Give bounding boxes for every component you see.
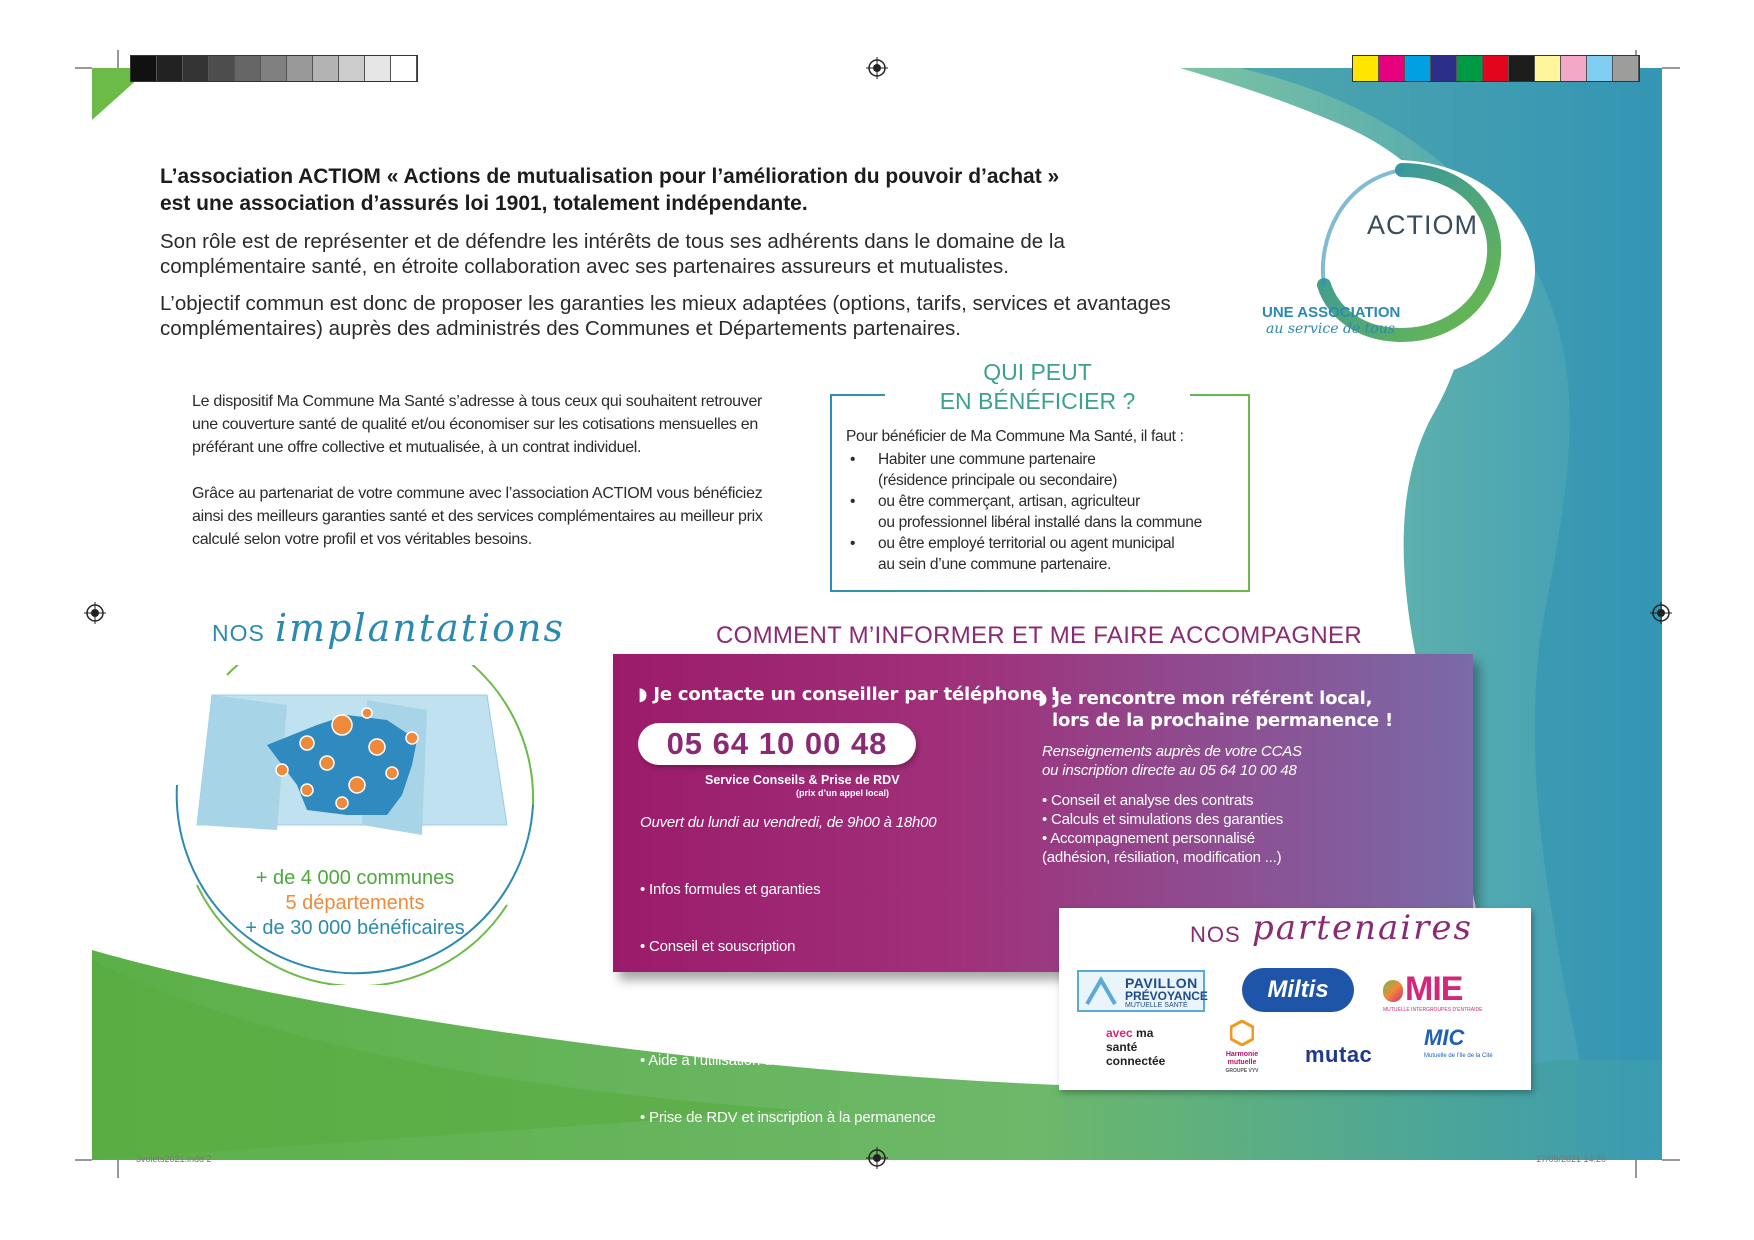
implantations-label: NOS — [212, 620, 265, 646]
intro-section — [160, 163, 1200, 341]
list-item — [846, 449, 1246, 491]
color-swatch — [209, 56, 235, 81]
list-item: de ma commune. — [640, 1166, 762, 1183]
color-swatch — [287, 56, 313, 81]
avec-word: avec — [1106, 1026, 1133, 1040]
ccas-info-line2: ou inscription directe au 05 64 10 00 48 — [1042, 762, 1297, 779]
actiom-logo-text: ACTIOM — [1367, 210, 1478, 240]
mie-text: MIE — [1405, 970, 1463, 1008]
stat-beneficiaires: + de 30 000 bénéficaires — [245, 917, 465, 939]
list-item: (adhésion, résiliation, modification ...) — [1042, 849, 1282, 866]
color-swatch — [1431, 56, 1457, 81]
harmonie-hexagon-icon — [1230, 1020, 1254, 1046]
intro-paragraph-objective: L’objectif commun est donc de proposer les garanties les mieux adaptées (options, tarifs, services et avantages complémentaires) auprès des administrés des Communes et Départements partenaires. — [160, 292, 1171, 340]
phone-number[interactable]: 05 64 10 00 48 — [638, 723, 916, 765]
phone-services-list — [640, 842, 936, 1203]
implantations-script: implantations — [275, 606, 565, 650]
registration-mark-icon — [1650, 602, 1672, 624]
list-item: • Accompagnement personnalisé — [1042, 830, 1255, 847]
stat-departements: 5 départements — [285, 892, 425, 914]
dispositif-text — [192, 390, 792, 551]
mic-subtitle: Mutuelle de l’Ile de la Cité — [1424, 1053, 1493, 1059]
section-title: COMMENT M’INFORMER ET ME FAIRE ACCOMPAGNER — [716, 622, 1362, 649]
color-swatch — [1535, 56, 1561, 81]
color-swatch — [391, 56, 417, 81]
logo-tagline: UNE ASSOCIATION — [1262, 304, 1401, 321]
list-item: • Gestion et suivi du contrat — [640, 995, 818, 1012]
opening-hours: Ouvert du lundi au vendredi, de 9h00 à 18h00 — [640, 814, 937, 831]
list-item-line: • ou être commerçant, artisan, agriculteur — [878, 493, 1140, 510]
harmonie-sub: mutuelle — [1227, 1059, 1257, 1066]
eligibility-list — [846, 449, 1246, 575]
connectee-word: connectée — [1106, 1054, 1166, 1068]
dispositif-paragraph: Le dispositif Ma Commune Ma Santé s’adresse à tous ceux qui souhaitent retrouver une couverture santé de qualité et/ou économiser sur les cotisations mensuelles en préférant une offre collective et mutualisée, à un contrat individuel. — [192, 393, 763, 456]
mie-subtitle: MUTUELLE INTERGROUPES D’ENTRAIDE — [1383, 1007, 1483, 1013]
eligibility-title-line2: EN BÉNÉFICIER ? — [939, 388, 1136, 414]
avec-ma-sante-logo — [1106, 1026, 1165, 1068]
registration-mark-icon — [866, 57, 888, 79]
color-swatch — [157, 56, 183, 81]
color-swatch — [1405, 56, 1431, 81]
mie-logo — [1383, 970, 1462, 1009]
intro-paragraph-role: Son rôle est de représenter et de défendre les intérêts de tous ses adhérents dans le domaine de la complémentaire santé, en étroite collaboration avec ses partenaires assureurs et mutualistes. — [160, 230, 1065, 278]
ma-word: ma — [1136, 1026, 1154, 1040]
partners-script: partenaires — [1252, 908, 1473, 948]
list-item: • Prise de RDV et inscription à la permanence — [640, 1109, 936, 1126]
intro-lead-line2: est une association d’assurés loi 1901, totalement indépendante. — [160, 192, 808, 215]
service-label: Service Conseils & Prise de RDV — [705, 773, 900, 787]
ccas-info-line1: Renseignements auprès de votre CCAS — [1042, 743, 1302, 760]
list-item-line: ou professionnel libéral installé dans la commune — [878, 514, 1202, 531]
date-slug: 17/09/2021 14:20 — [1536, 1154, 1607, 1164]
pavillon-figure-icon — [1083, 976, 1119, 1008]
mic-logo: MIC — [1424, 1025, 1465, 1050]
eligibility-title — [885, 358, 1190, 416]
color-swatch — [261, 56, 287, 81]
list-item-line: (résidence principale ou secondaire) — [878, 472, 1118, 489]
referent-heading-line1: ◗ Je rencontre mon référent local, — [1038, 688, 1373, 709]
list-item: • Conseil et analyse des contrats — [1042, 792, 1254, 809]
list-item: • Infos formules et garanties — [640, 881, 821, 898]
color-swatch — [1353, 56, 1379, 81]
pavillon-sub: MUTUELLE SANTÉ — [1125, 1002, 1188, 1009]
harmonie-group: GROUPE VYV — [1225, 1068, 1259, 1074]
list-item — [846, 491, 1246, 533]
sante-word: santé — [1106, 1040, 1138, 1054]
color-swatch — [131, 56, 157, 81]
registration-mark-icon — [84, 602, 106, 624]
color-swatch — [235, 56, 261, 81]
list-item — [846, 533, 1246, 575]
list-item: • Aide à l’utilisation des services et outils — [640, 1052, 899, 1069]
color-swatch — [339, 56, 365, 81]
intro-lead-line1: L’association ACTIOM « Actions de mutualisation pour l’amélioration du pouvoir d’achat » — [160, 165, 1060, 188]
miltis-logo: Miltis — [1242, 968, 1354, 1012]
mutac-logo: mutac — [1305, 1042, 1373, 1067]
pavillon-name2: PRÉVOYANCE — [1125, 989, 1208, 1003]
color-swatch — [1587, 56, 1613, 81]
harmonie-mutuelle-logo — [1220, 1020, 1264, 1075]
referent-heading-line2: lors de la prochaine permanence ! — [1052, 710, 1394, 731]
grayscale-bar — [130, 55, 418, 82]
partenariat-paragraph: Grâce au partenariat de votre commune avec l’association ACTIOM vous bénéficiez ainsi des meilleurs garanties santé et des services complémentaires au meilleur prix calculé selon votre profil et vos véritables besoins. — [192, 485, 763, 548]
logo-tagline-script: au service de tous — [1266, 321, 1395, 337]
color-swatch — [1561, 56, 1587, 81]
color-swatch — [183, 56, 209, 81]
phone-heading: ◗ Je contacte un conseiller par téléphone ! — [638, 684, 1059, 705]
color-swatch — [365, 56, 391, 81]
list-item-line: • ou être employé territorial ou agent municipal — [878, 535, 1175, 552]
list-item: • Conseil et souscription — [640, 938, 796, 955]
service-sublabel: (prix d’un appel local) — [796, 788, 890, 798]
implantation-stats — [200, 866, 510, 941]
stat-communes: + de 4 000 communes — [255, 867, 455, 889]
color-swatch — [313, 56, 339, 81]
color-swatch — [1483, 56, 1509, 81]
mie-symbol-icon — [1383, 980, 1403, 1002]
color-swatch — [1457, 56, 1483, 81]
file-slug: 3volets2021.indd 2 — [136, 1154, 212, 1164]
harmonie-name: Harmonie — [1225, 1051, 1259, 1058]
pavillon-name: PAVILLON — [1125, 975, 1198, 991]
list-item: • Calculs et simulations des garanties — [1042, 811, 1284, 828]
list-item-line: • Habiter une commune partenaire — [878, 451, 1096, 468]
list-item-line: au sein d’une commune partenaire. — [878, 556, 1112, 573]
partners-label: NOS — [1190, 922, 1241, 947]
color-swatch — [1613, 56, 1639, 81]
color-swatch — [1509, 56, 1535, 81]
pavillon-prevoyance-logo — [1077, 970, 1208, 1012]
color-swatch — [1379, 56, 1405, 81]
eligibility-intro: Pour bénéficier de Ma Commune Ma Santé, il faut : — [846, 428, 1184, 445]
color-bar — [1352, 55, 1640, 82]
referent-services-list — [1042, 791, 1283, 867]
eligibility-title-line1: QUI PEUT — [983, 359, 1092, 385]
